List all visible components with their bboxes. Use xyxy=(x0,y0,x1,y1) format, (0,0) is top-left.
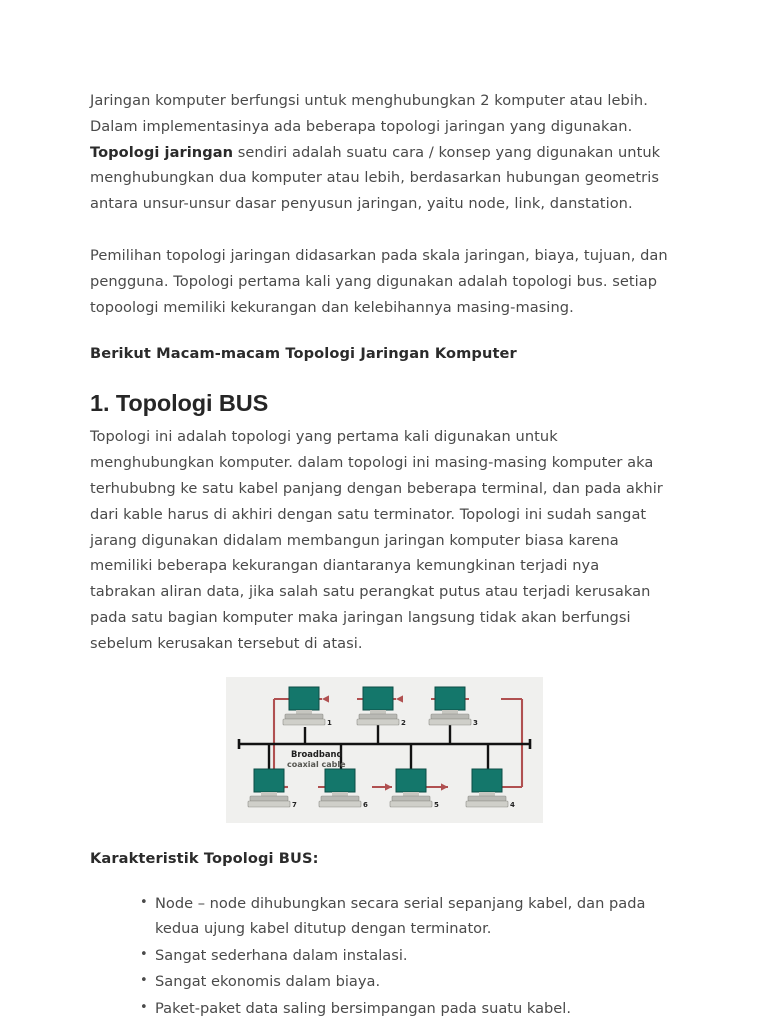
bus-label-line-2: coaxial cable xyxy=(287,759,346,769)
paragraph-selection: Pemilihan topologi jaringan didasarkan pada skala jaringan, biaya, tujuan, dan pengguna. Topologi pertama kali yang digunakan adalah topologi bus. setiap topoologi memiliki kekurangan dan kelebihannya masing-masing. xyxy=(90,246,668,316)
characteristics-heading: Karakteristik Topologi BUS: xyxy=(90,849,319,867)
paragraph-intro-run-3: sendiri adalah suatu cara / konsep yang digunakan untuk menghubungkan dua komputer atau lebih, berdasarkan hubungan geometris antara unsur-unsur dasar penyusun jaringan, yaitu node, link, danstation. xyxy=(90,143,661,213)
list-item: • Sangat sederhana dalam instalasi. xyxy=(90,943,668,969)
list-item: • Node – node dihubungkan secara serial sepanjang kabel, dan pada kedua ujung kabel ditutup dengan terminator. xyxy=(90,891,668,942)
bus-topology-svg xyxy=(226,677,543,823)
paragraph-bus-description: Topologi ini adalah topologi yang pertama kali digunakan untuk menghubungkan komputer. dalam topologi ini masing-masing komputer aka terhububng ke satu kabel panjang dengan beberapa terminal, dan pada akhir dari kable harus di akhiri dengan satu terminator. Topologi ini sudah sangat jarang digunakan didalam membangun jaringan komputer biasa karena memiliki beberapa kekurangan diantaranya kemungkinan terjadi nya tabrakan aliran data, jika salah satu perangkat putus atau terjadi kerusakan pada satu bagian komputer maka jaringan langsung tidak akan berfungsi sebelum kerusakan tersebut di atasi. xyxy=(90,428,663,652)
bus-label-line-1: Broadband xyxy=(291,748,343,759)
list-item: • Sangat ekonomis dalam biaya. xyxy=(90,969,668,995)
bus-topology-diagram xyxy=(226,677,543,823)
svg-text:3: 3 xyxy=(473,718,478,727)
svg-text:6: 6 xyxy=(363,800,368,809)
svg-text:4: 4 xyxy=(510,800,515,809)
list-item: • Paket-paket data saling bersimpangan pada suatu kabel. xyxy=(90,996,668,1022)
svg-text:7: 7 xyxy=(292,800,297,809)
svg-text:2: 2 xyxy=(401,718,406,727)
spacer-after-selection xyxy=(90,330,668,342)
svg-text:5: 5 xyxy=(434,800,439,809)
paragraph-intro-run-1: Jaringan komputer berfungsi untuk menghubungkan 2 komputer atau lebih. Dalam implementasinya ada beberapa topologi jaringan yang digunakan. xyxy=(90,92,648,135)
figure-wrapper xyxy=(90,677,668,823)
section-title-topologi-bus: 1. Topologi BUS xyxy=(90,390,269,417)
characteristics-list xyxy=(90,891,668,1022)
paragraph-intro xyxy=(90,88,668,217)
paragraph-intro-bold-term: Topologi jaringan xyxy=(90,143,234,161)
svg-text:1: 1 xyxy=(327,718,332,727)
spacer-after-intro xyxy=(90,227,668,243)
subheading-topology-types: Berikut Macam-macam Topologi Jaringan Komputer xyxy=(90,345,517,363)
